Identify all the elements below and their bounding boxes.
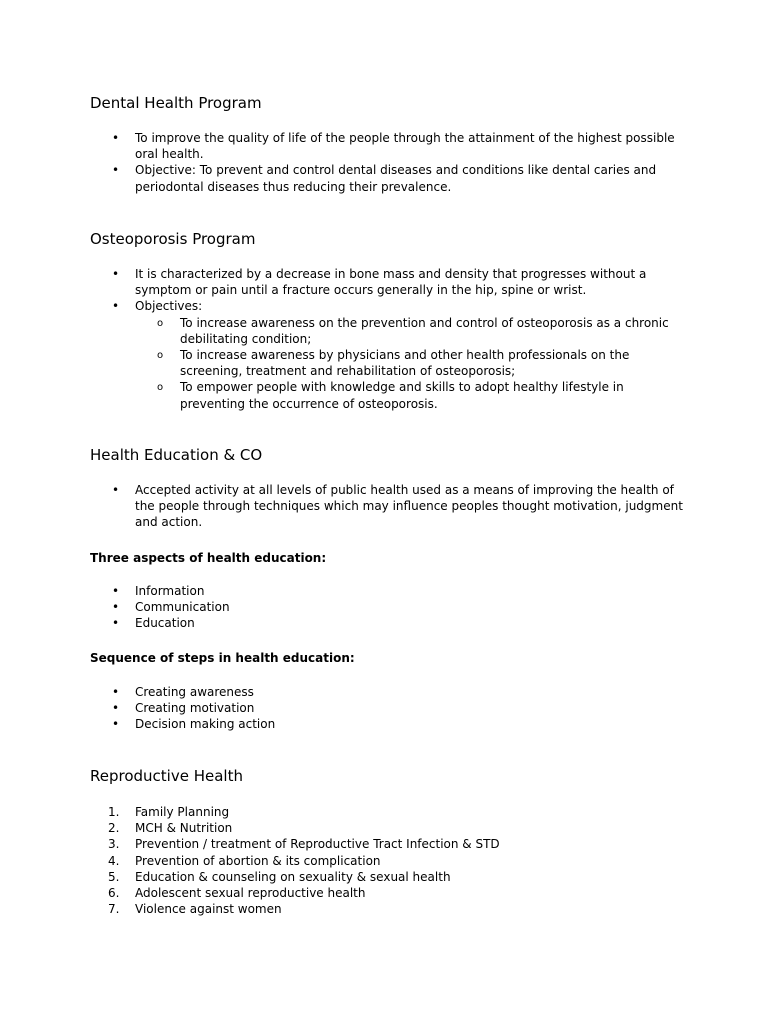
list-item: [112, 298, 692, 411]
list-item: • It is characterized by a decrease in bone mass and density that progresses without a symptom or pain until a fracture occurs generally in the hip, spine or wrist.: [112, 266, 692, 298]
list-item: [108, 853, 692, 869]
reproductive-list: [108, 804, 692, 917]
list-number: 1.: [108, 805, 120, 819]
sub-list-item: o To increase awareness by physicians and other health professionals on the screening, treatment and rehabilitation of osteoporosis;: [157, 347, 692, 379]
sub-list-item: o To increase awareness on the prevention and control of osteoporosis as a chronic debilitating condition;: [157, 315, 692, 347]
heading-osteoporosis-program: Osteoporosis Program: [90, 230, 256, 248]
list-text: Education & counseling on sexuality & sexual health: [135, 869, 451, 884]
list-item: [108, 885, 692, 901]
heading-reproductive-health: Reproductive Health: [90, 767, 243, 785]
heading-three-aspects: Three aspects of health education:: [90, 551, 327, 565]
list-number: 3.: [108, 837, 120, 852]
list-item: • To improve the quality of life of the people through the attainment of the highest possible oral health.: [112, 130, 692, 162]
sub-list-item: o To empower people with knowledge and skills to adopt healthy lifestyle in preventing the occurrence of osteoporosis.: [157, 379, 692, 411]
list-number: 4.: [108, 853, 120, 868]
list-item: • Objective: To prevent and control dental diseases and conditions like dental caries and periodontal diseases thus reducing their prevalence.: [112, 162, 692, 194]
objectives-sublist: [135, 315, 692, 412]
list-item: [108, 804, 692, 820]
list-item: [108, 869, 692, 885]
list-number: 6.: [108, 886, 120, 901]
osteoporosis-list: [112, 266, 692, 412]
list-text: Family Planning: [135, 805, 230, 819]
list-number: 2.: [108, 821, 120, 836]
heading-dental-health-program: Dental Health Program: [90, 94, 262, 112]
list-number: 7.: [108, 902, 120, 917]
list-item: • Education: [112, 615, 692, 631]
list-item: • Accepted activity at all levels of public health used as a means of improving the health of the people through techniques which may influence peoples thought motivation, judgment and action.: [112, 482, 692, 531]
list-text: MCH & Nutrition: [135, 821, 233, 836]
list-number: 5.: [108, 869, 120, 884]
list-item: • Decision making action: [112, 716, 692, 732]
list-text: Prevention / treatment of Reproductive Tract Infection & STD: [135, 837, 500, 852]
list-text: Violence against women: [135, 902, 282, 917]
aspects-list: [112, 583, 692, 632]
list-item: • Information: [112, 583, 692, 599]
list-item: [108, 901, 692, 917]
list-item: [108, 820, 692, 836]
list-item: [108, 836, 692, 852]
heading-sequence-of-steps: Sequence of steps in health education:: [90, 651, 355, 665]
heading-health-education: Health Education & CO: [90, 446, 263, 464]
health-education-list: [112, 482, 692, 531]
list-item: • Communication: [112, 599, 692, 615]
objectives-label: Objectives:: [135, 299, 203, 314]
steps-list: [112, 684, 692, 733]
list-text: Prevention of abortion & its complication: [135, 853, 381, 868]
list-item: • Creating awareness: [112, 684, 692, 700]
list-item: • Creating motivation: [112, 700, 692, 716]
dental-list: [112, 130, 692, 195]
list-text: Adolescent sexual reproductive health: [135, 886, 366, 901]
